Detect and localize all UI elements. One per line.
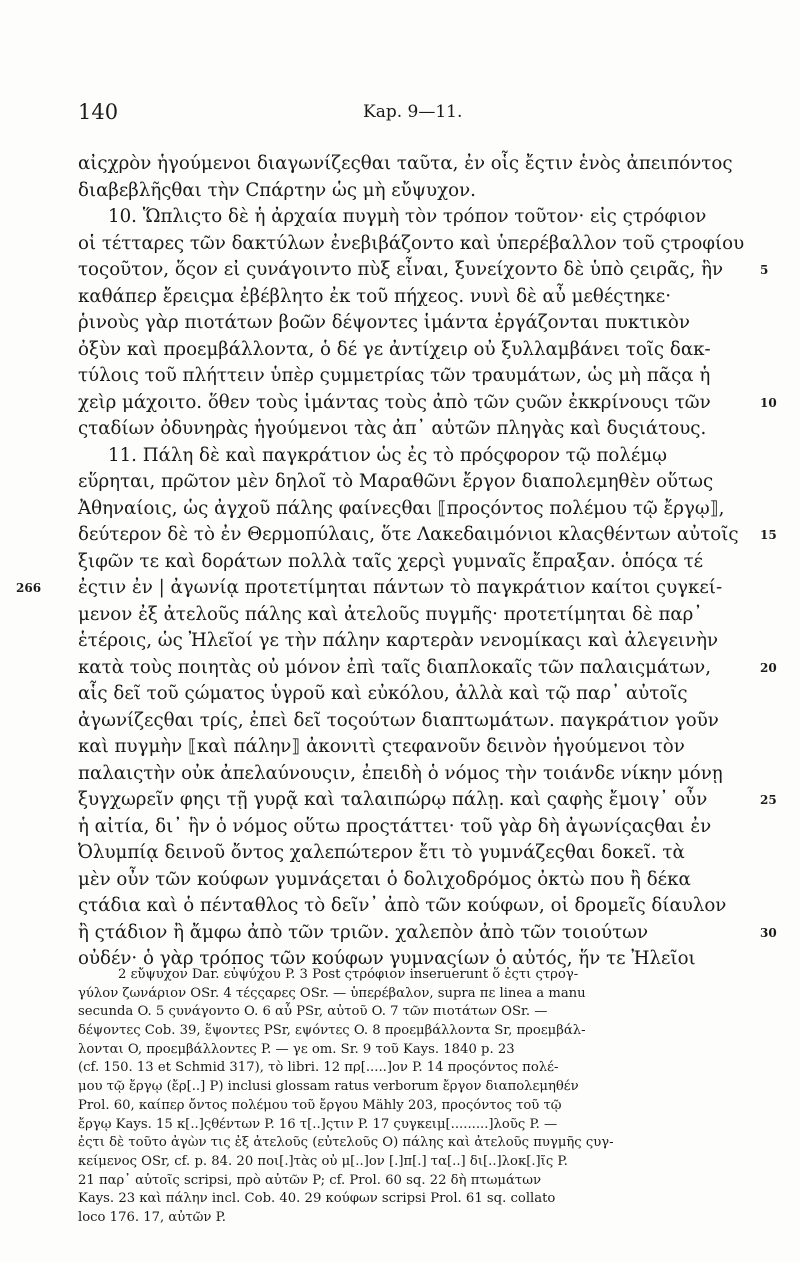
text-line <box>78 840 746 867</box>
text-line <box>78 443 746 470</box>
apparatus-line: 2 εὔψυχον Dar. εὐψύχου P. 3 Post ςτρόφιον inseruerunt ὅ ἐςτι ςτρογ- <box>118 967 579 982</box>
text-line-content: Ἀθηναίοις, ὡς ἀγχοῦ πάλης φαίνεςθαι ⟦προςόντος πολέμου τῷ ἔργῳ⟧, <box>78 497 725 519</box>
text-line <box>78 628 746 655</box>
text-line <box>78 337 746 364</box>
text-line-content: οὐδέν· ὁ γὰρ τρόπος τῶν κούφων γυμναςίων ὁ αὐτός, ἥν τε Ἠλεῖοι <box>78 948 696 969</box>
text-line-content: ςτάδια καὶ ὁ πένταθλος τὸ δεῖν᾽ ἀπὸ τῶν κούφων, οἱ δρομεῖς δίαυλον <box>78 895 727 916</box>
apparatus-line: 21 παρ᾽ αὐτοῖς scripsi, πρὸ αὐτῶν P; cf. Prol. 60 sq. 22 δὴ πτωμάτων <box>78 1172 541 1188</box>
text-line-content: κατὰ τοὺς ποιητὰς οὐ μόνον ἐπὶ ταῖς διαπλοκαῖς τῶν παλαιςμάτων, <box>78 656 711 678</box>
apparatus-line: Prol. 60, καίπερ ὄντος πολέμου τοῦ ἔργου Mähly 203, προςόντος τοῦ τῷ <box>78 1097 562 1113</box>
text-line-content: ςταδίων ὀδυνηρὰς ἡγούμενοι τὰς ἀπ᾽ αὐτῶν πληγὰς καὶ δυςιάτους. <box>78 418 707 439</box>
text-line-content: ἢ ςτάδιον ἢ ἄμφω ἀπὸ τῶν τριῶν. χαλεπὸν ἀπὸ τῶν τοιούτων <box>78 921 649 943</box>
text-line-content: ξιφῶν τε καὶ δοράτων πολλὰ ταῖς χερςὶ γυμναῖς ἔπραξαν. ὁπόςα τέ <box>78 550 704 572</box>
text-line <box>78 231 746 258</box>
margin-page-reference: 266 <box>16 581 42 595</box>
text-line-content: ἑτέροις, ὡς Ἠλεῖοί γε τὴν πάλην καρτερὰν νενομίκαςι καὶ ἀλεγεινὴν <box>78 630 719 651</box>
line-number: 25 <box>760 793 777 807</box>
text-line-content: αἰςχρὸν ἡγούμενοι διαγωνίζεςθαι ταῦτα, ἐν οἷς ἔςτιν ἑνὸς ἀπειπόντος <box>78 153 733 174</box>
text-line-content: δεύτερον δὲ τὸ ἐν Θερμοπύλαις, ὅτε Λακεδαιμόνιοι κλαςθέντων αὐτοῖς <box>78 524 739 545</box>
line-number: 10 <box>760 395 777 410</box>
apparatus-line: Kays. 23 καὶ πάλην incl. Cob. 40. 29 κούφων scripsi Prol. 61 sq. collato <box>78 1191 556 1207</box>
text-line <box>78 549 746 576</box>
text-line <box>78 363 746 390</box>
text-line <box>78 257 769 284</box>
text-line <box>78 708 746 735</box>
text-line <box>78 178 746 205</box>
text-line-content: 10. Ὥπλιςτο δὲ ἡ ἀρχαία πυγμὴ τὸν τρόπον τοῦτον· εἰς ςτρόφιον <box>108 206 707 227</box>
text-line-content: ἀγωνίζεςθαι τρίς, ἐπεὶ δεῖ τοςούτων διαπτωμάτων. παγκράτιον γοῦν <box>78 709 719 731</box>
text-line <box>78 204 746 231</box>
text-line <box>78 734 746 761</box>
text-line <box>78 602 746 629</box>
text-line <box>78 151 746 178</box>
text-line <box>78 867 746 894</box>
text-line-content: καθάπερ ἔρειςμα ἐβέβλητο ἐκ τοῦ πήχεος. νυνὶ δὲ αὖ μεθέςτηκε· <box>78 285 672 307</box>
text-line <box>78 284 746 311</box>
text-line <box>78 416 746 443</box>
text-line-content: 11. Πάλη δὲ καὶ παγκράτιον ὡς ἐς τὸ πρόςφορον τῷ πολέμῳ <box>108 444 667 466</box>
text-line <box>78 893 746 920</box>
text-line-content: ἡ αἰτία, δι᾽ ἣν ὁ νόμος οὕτω προςτάττει· τοῦ γὰρ δὴ ἀγωνίςαςθαι ἐν <box>78 815 712 837</box>
apparatus-line: λονται O, προεμβάλλοντες P. — γε om. Sr. 9 τοῦ Kays. 1840 p. 23 <box>78 1041 515 1057</box>
text-line <box>78 390 777 417</box>
apparatus-line: ἔργῳ Kays. 15 κ[..]ςθέντων P. 16 τ[..]ςτιν P. 17 ςυγκειμ[.........]λοῦς P. — <box>78 1116 558 1132</box>
line-number: 30 <box>760 925 777 940</box>
apparatus-line: ἐςτι δὲ τοῦτο ἀγὼν τις ἐξ ἀτελοῦς (εὐτελοῦς O) πάλης καὶ ἀτελοῦς πυγμῆς ςυγ- <box>78 1135 614 1151</box>
text-line <box>78 761 746 788</box>
text-line <box>78 496 746 523</box>
apparatus-line: κείμενος OSr, cf. p. 84. 20 ποι[.]τὰς οὐ μ[..]ον [.]π[.] τα[..] δι[..]λοκ[.]ῖς P. <box>78 1153 568 1169</box>
text-line-content: ἐςτιν ἐν | ἀγωνίᾳ προτετίμηται πάντων τὸ παγκράτιον καίτοι ςυγκεί- <box>78 577 723 598</box>
text-line-content: ῥινοὺς γὰρ πιοτάτων βοῶν δέψοντες ἱμάντα ἐργάζονται πυκτικὸν <box>78 312 690 333</box>
apparatus-line: (cf. 150. 13 et Schmid 317), τὸ libri. 12 πρ[.....]ον P. 14 προςόντος πολέ- <box>78 1060 559 1076</box>
text-line-content: διαβεβλῆςθαι τὴν Cπάρτην ὡς μὴ εὔψυχον. <box>78 179 476 201</box>
page-number: 140 <box>78 100 119 124</box>
apparatus-line: μου τῷ ἔργῳ (ἔρ[..] P) inclusi glossam ratus verborum ἔργον διαπολεμηθέν <box>78 1079 579 1095</box>
text-line-content: τύλοις τοῦ πλήττειν ὑπὲρ ςυμμετρίας τῶν τραυμάτων, ὡς μὴ πᾶςα ἡ <box>78 365 711 386</box>
text-line <box>78 522 777 549</box>
text-line <box>78 655 777 682</box>
line-number: 15 <box>760 528 777 542</box>
line-number: 5 <box>760 263 769 277</box>
apparatus-line: loco 176. 17, αὐτῶν P. <box>78 1209 226 1225</box>
text-line-content: οἱ τέτταρες τῶν δακτύλων ἐνεβιβάζοντο καὶ ὑπερέβαλλον τοῦ ςτροφίου <box>78 232 745 254</box>
text-line-content: ξυγχωρεῖν φηςι τῇ γυρᾷ καὶ ταλαιπώρῳ πάλῃ. καὶ ςαφὴς ἔμοιγ᾽ οὖν <box>78 789 708 810</box>
text-line <box>78 681 746 708</box>
page-header <box>78 100 748 134</box>
apparatus-line: δέψοντες Cob. 39, ἕψοντες PSr, εψόντες O. 8 προεμβάλλοντα Sr, προεμβάλ- <box>78 1023 586 1039</box>
main-greek-text <box>16 151 777 973</box>
text-line <box>16 575 746 602</box>
running-head: Kap. 9—11. <box>363 102 463 122</box>
text-line-content: μὲν οὖν τῶν κούφων γυμνάςεται ὁ δολιχοδρόμος ὀκτὼ που ἢ δέκα <box>78 868 691 890</box>
text-line-content: καὶ πυγμὴν ⟦καὶ πάλην⟧ ἀκονιτὶ ςτεφανοῦν δεινὸν ἡγούμενοι τὸν <box>78 736 685 757</box>
text-line <box>78 787 777 814</box>
text-line-content: εὕρηται, πρῶτον μὲν δηλοῖ τὸ Μαραθῶνι ἔργον διαπολεμηθὲν οὕτως <box>78 471 714 492</box>
critical-apparatus <box>78 966 758 1228</box>
text-line <box>78 920 777 947</box>
text-line-content: Ὀλυμπίᾳ δεινοῦ ὄντος χαλεπώτερον ἔτι τὸ γυμνάζεςθαι δοκεῖ. τὰ <box>78 842 685 863</box>
text-line-content: παλαιςτὴν οὐκ ἀπελαύνουςιν, ἐπειδὴ ὁ νόμος τὴν τοιάνδε νίκην μόνῃ <box>78 762 723 784</box>
text-line-content: ὀξὺν καὶ προεμβάλλοντα, ὁ δέ γε ἀντίχειρ οὐ ξυλλαμβάνει τοῖς δακ- <box>78 338 711 360</box>
text-line <box>78 814 746 841</box>
apparatus-line: secunda O. 5 ςυνάγοντο O. 6 αὖ PSr, αὐτοῦ O. 7 τῶν πιοτάτων OSr. — <box>78 1004 548 1020</box>
text-line-content: χεὶρ μάχοιτο. ὅθεν τοὺς ἱμάντας τοὺς ἀπὸ τῶν ςυῶν ἐκκρίνουςι τῶν <box>78 391 711 413</box>
text-line-content: μενον ἐξ ἀτελοῦς πάλης καὶ ἀτελοῦς πυγμῆς· προτετίμηται δὲ παρ᾽ <box>78 603 703 625</box>
text-line-content: αἷς δεῖ τοῦ ςώματος ὑγροῦ καὶ εὐκόλου, ἀλλὰ καὶ τῷ παρ᾽ αὐτοῖς <box>78 683 688 704</box>
text-line <box>78 310 746 337</box>
line-number: 20 <box>760 660 777 675</box>
text-line <box>78 469 746 496</box>
text-line-content: τοςοῦτον, ὅςον εἰ ςυνάγοιντο πὺξ εἶναι, ξυνείχοντο δὲ ὑπὸ ςειρᾶς, ἣν <box>78 259 724 280</box>
apparatus-line: γύλον ζωνάριον OSr. 4 τέςςαρες OSr. — ὑπερέβαλον, supra πε linea a manu <box>78 985 586 1001</box>
